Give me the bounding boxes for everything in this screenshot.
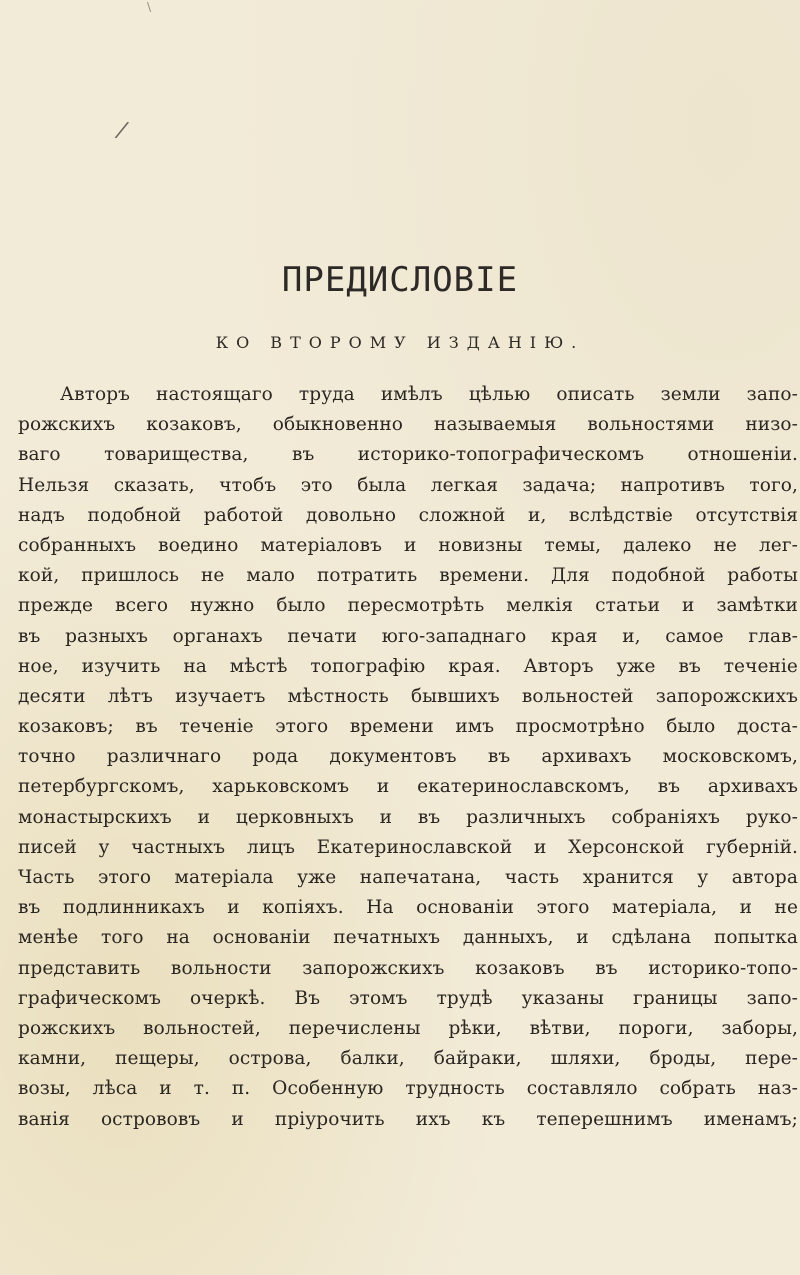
text-line: надъ подобной работой довольно сложной и, вслѣдствіе отсутствія — [18, 504, 798, 526]
text-line: петербургскомъ, харьковскомъ и екатеринославскомъ, въ архивахъ — [18, 776, 798, 798]
text-line: камни, пещеры, острова, балки, байраки, шляхи, броды, пере- — [18, 1048, 798, 1070]
page-subtitle: КО ВТОРОМУ ИЗДАНІЮ. — [215, 333, 585, 352]
text-line: графическомъ очеркѣ. Въ этомъ трудѣ указаны границы запо- — [18, 987, 798, 1009]
text-line: десяти лѣтъ изучаетъ мѣстность бывшихъ вольностей запорожскихъ — [18, 685, 798, 707]
body-text — [18, 380, 798, 1135]
page-title: ПРЕДИСЛОВІЕ — [281, 260, 519, 300]
text-line: козаковъ; въ теченіе этого времени имъ просмотрѣно было доста- — [18, 716, 798, 738]
top-tick-mark: \ — [147, 0, 152, 14]
text-line: ное, изучить на мѣстѣ топографію края. Авторъ уже въ теченіе — [18, 655, 798, 677]
text-line: въ разныхъ органахъ печати юго-западнаго края и, самое глав- — [18, 625, 798, 647]
text-line: кой, пришлось не мало потратить времени. Для подобной работы — [18, 565, 798, 587]
text-line: собранныхъ воедино матеріаловъ и новизны темы, далеко не лег- — [18, 534, 798, 556]
text-line: писей у частныхъ лицъ Екатеринославской и Херсонской губерній. — [18, 836, 798, 858]
text-line: Нельзя сказать, чтобъ это была легкая задача; напротивъ того, — [18, 474, 798, 496]
text-line: точно различнаго рода документовъ въ архивахъ московскомъ, — [18, 746, 798, 768]
text-line: прежде всего нужно было пересмотрѣть мелкія статьи и замѣтки — [18, 595, 798, 617]
text-line: рожскихъ вольностей, перечислены рѣки, вѣтви, пороги, заборы, — [18, 1017, 798, 1039]
text-line: Авторъ настоящаго труда имѣлъ цѣлью описать земли запо- — [60, 384, 798, 405]
text-line: менѣе того на основаніи печатныхъ данныхъ, и сдѣлана попытка — [18, 927, 798, 949]
text-line: въ подлинникахъ и копіяхъ. На основаніи этого матеріала, и не — [18, 897, 798, 919]
text-line: монастырскихъ и церковныхъ и въ различныхъ собраніяхъ руко- — [18, 806, 798, 828]
text-line: ванія острововъ и пріурочить ихъ къ теперешнимъ именамъ; — [18, 1108, 798, 1130]
text-line: возы, лѣса и т. п. Особенную трудность составляло собрать наз- — [18, 1078, 798, 1100]
text-line: Часть этого матеріала уже напечатана, часть хранится у автора — [18, 867, 798, 888]
handwritten-slash-mark: / — [115, 117, 128, 144]
text-line: ваго товарищества, въ историко-топографическомъ отношеніи. — [18, 444, 798, 466]
text-line: рожскихъ козаковъ, обыкновенно называемыя вольностями низо- — [18, 414, 798, 436]
text-line: представить вольности запорожскихъ козаковъ въ историко-топо- — [18, 957, 798, 979]
